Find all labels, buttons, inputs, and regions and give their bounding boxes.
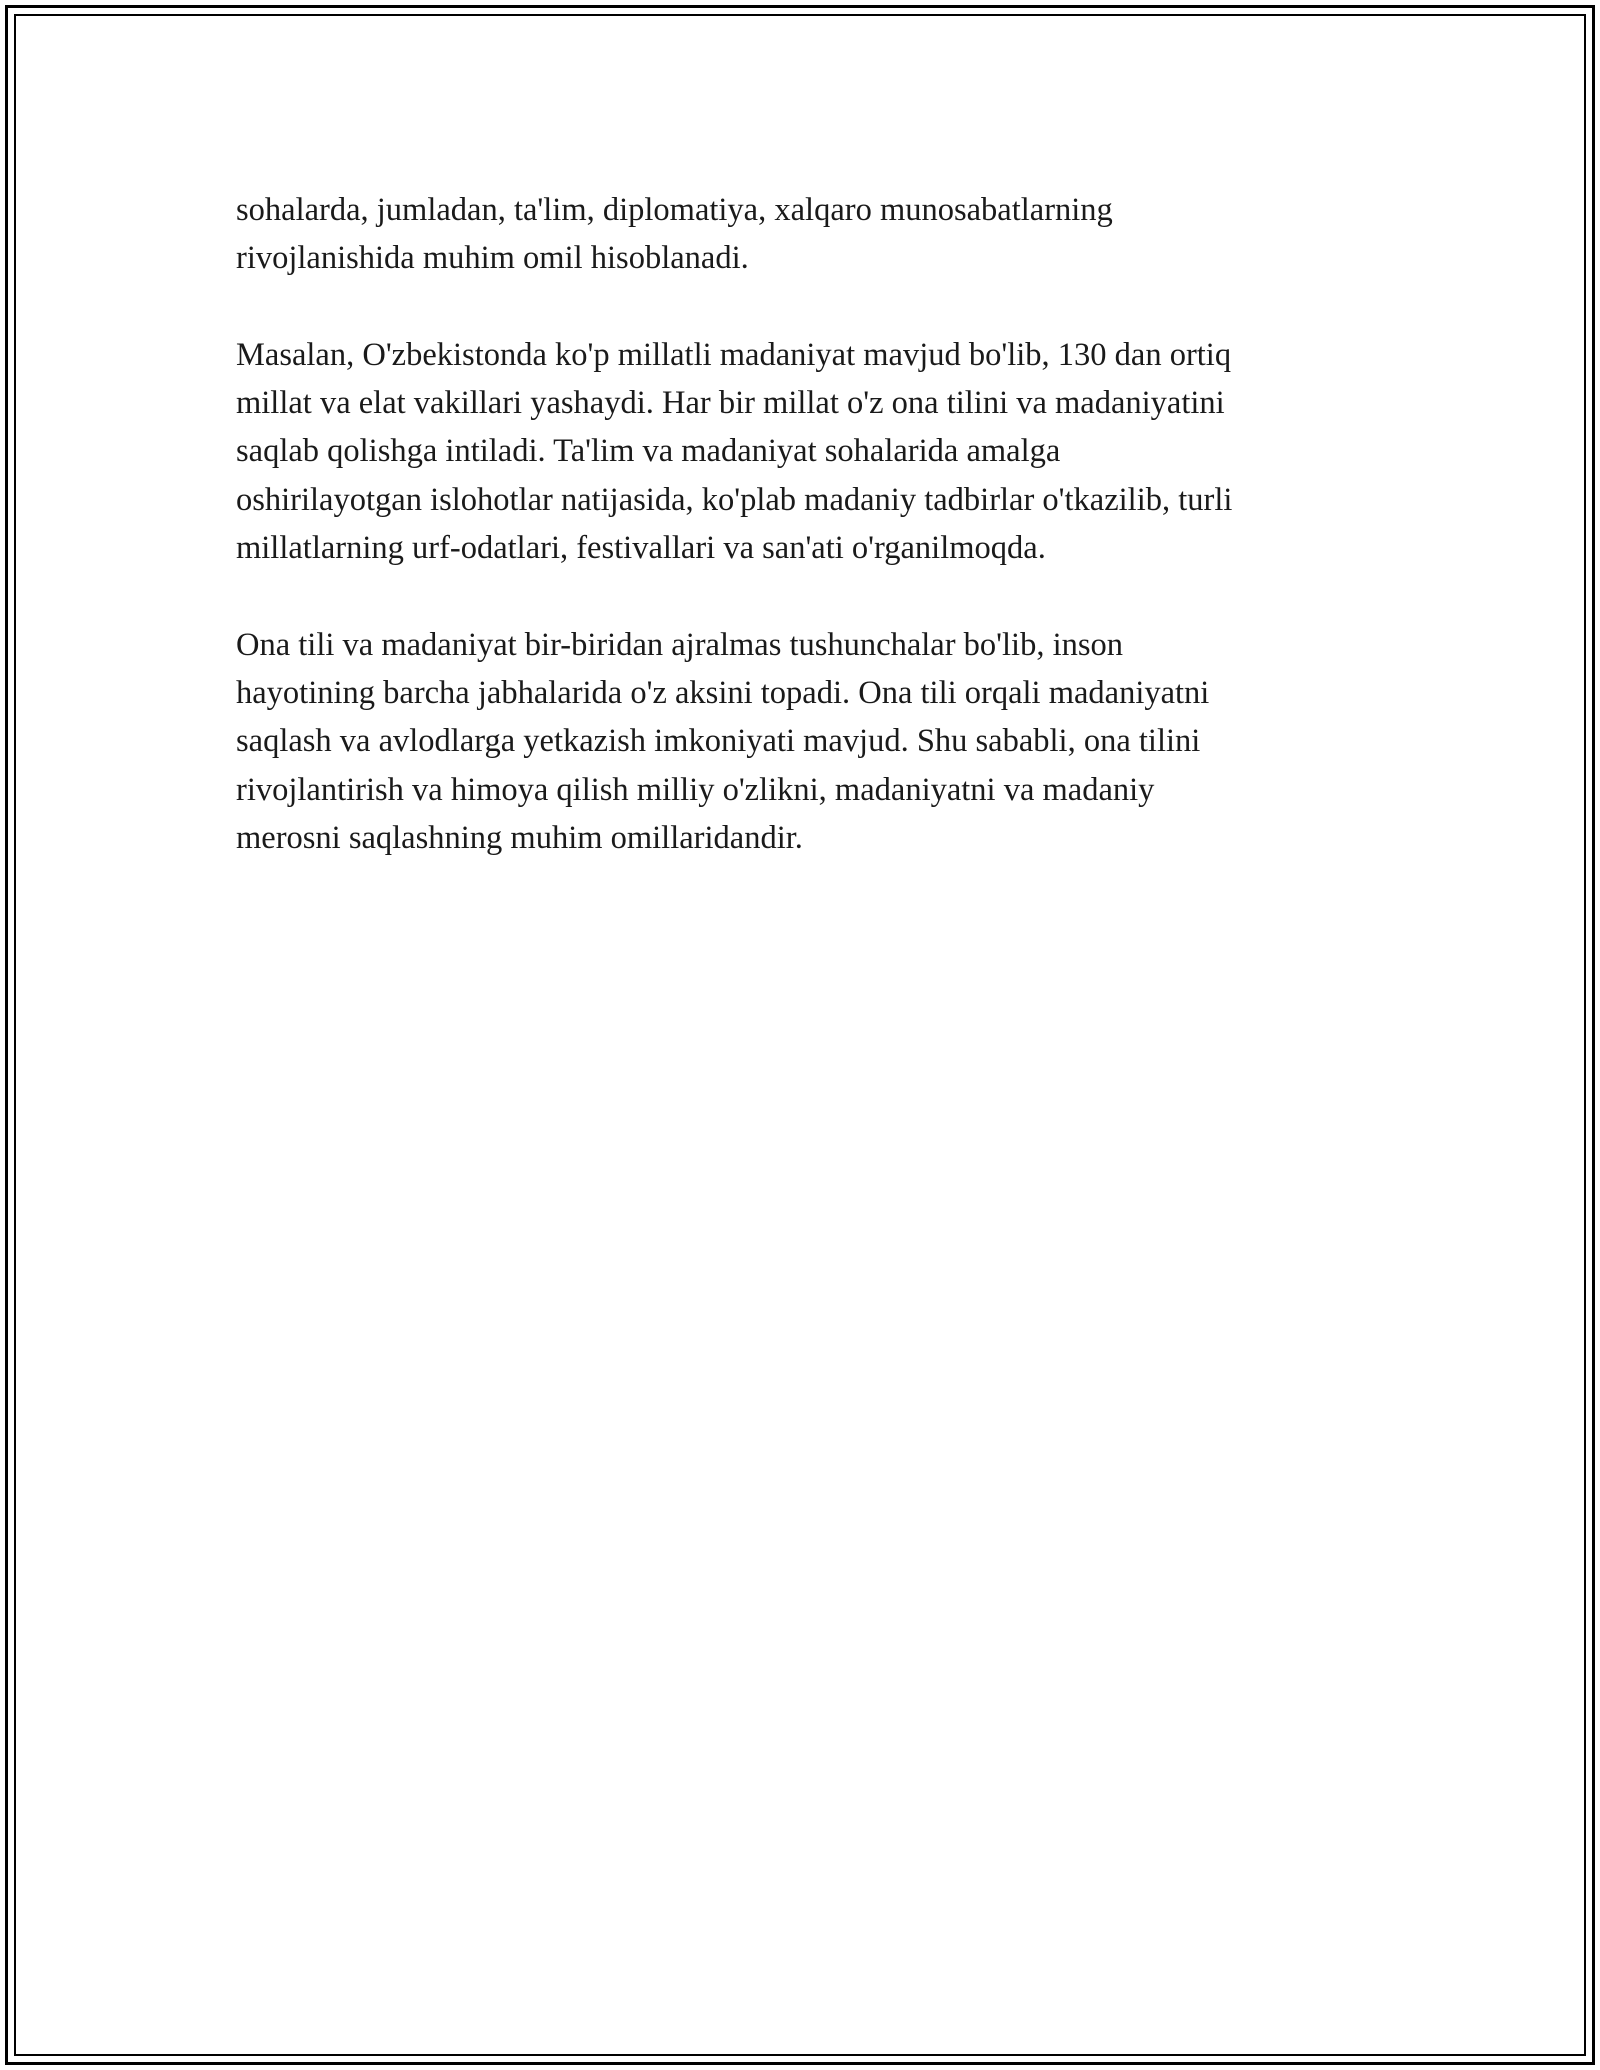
text-line: merosni saqlashning muhim omillaridandir. bbox=[236, 819, 803, 856]
text-line: rivojlanishida muhim omil hisoblanadi. bbox=[236, 240, 749, 277]
text-line: oshirilayotgan islohotlar natijasida, ko'plab madaniy tadbirlar o'tkazilib, turli bbox=[236, 481, 1233, 518]
paragraph-1 bbox=[236, 186, 1396, 283]
paragraph-3 bbox=[236, 621, 1396, 862]
text-line: hayotining barcha jabhalarida o'z aksini topadi. Ona tili orqali madaniyatni bbox=[236, 674, 1210, 711]
document-body bbox=[236, 186, 1396, 910]
text-line: saqlash va avlodlarga yetkazish imkoniyati mavjud. Shu sababli, ona tilini bbox=[236, 723, 1201, 760]
text-line: rivojlantirish va himoya qilish milliy o'zlikni, madaniyatni va madaniy bbox=[236, 771, 1155, 808]
text-line: Masalan, O'zbekistonda ko'p millatli madaniyat mavjud bo'lib, 130 dan ortiq bbox=[236, 336, 1232, 373]
text-line: millatlarning urf-odatlari, festivallari va san'ati o'rganilmoqda. bbox=[236, 530, 1046, 567]
text-line: sohalarda, jumladan, ta'lim, diplomatiya, xalqaro munosabatlarning bbox=[236, 192, 1113, 228]
text-line: millat va elat vakillari yashaydi. Har bir millat o'z ona tilini va madaniyatini bbox=[236, 385, 1225, 422]
text-line: saqlab qolishga intiladi. Ta'lim va madaniyat sohalarida amalga bbox=[236, 433, 1061, 470]
text-line: Ona tili va madaniyat bir-biridan ajralmas tushunchalar bo'lib, inson bbox=[236, 626, 1123, 663]
paragraph-2 bbox=[236, 331, 1396, 572]
